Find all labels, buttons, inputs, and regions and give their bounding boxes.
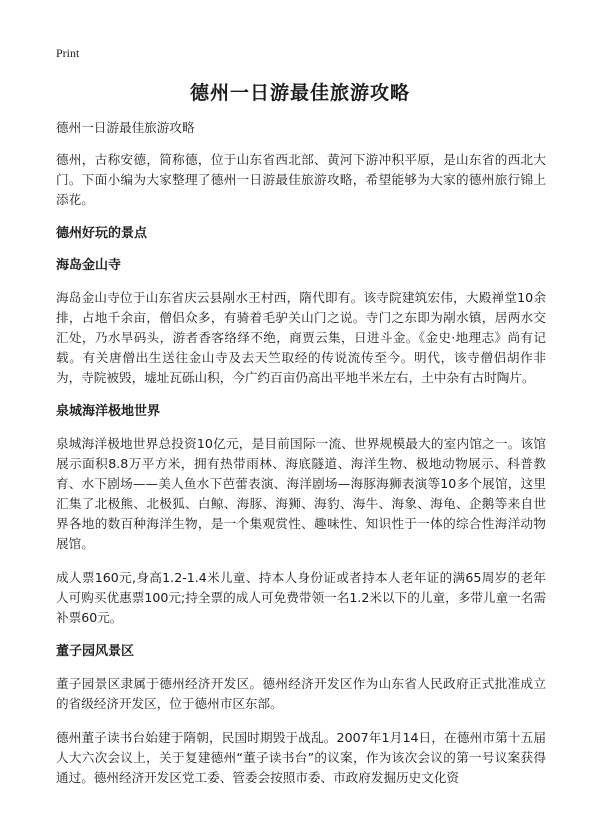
article-body	[56, 118, 546, 802]
print-link[interactable]: Print	[56, 46, 80, 60]
page-title: 德州一日游最佳旅游攻略	[189, 82, 410, 104]
article-subtitle: 德州一日游最佳旅游攻略	[56, 120, 195, 135]
intro-paragraph: 德州，古称安德，简称德，位于山东省西北部、黄河下游冲积平原，是山东省的西北大门。下面小编为大家整理了德州一日游最佳旅游攻略，希望能够为大家的德州旅行锦上添花。	[56, 152, 546, 207]
spot-heading-polar-ocean-world: 泉城海洋极地世界	[56, 404, 161, 419]
ticket-info-paragraph: 成人票160元,身高1.2-1.4米儿童、持本人身份证或者持本人老年证的满65周岁的老年人可购买优惠票100元;持全票的成人可免费带领一名1.2米以下的儿童，多带儿童一名需补票60元。	[56, 570, 546, 625]
spot-paragraph: 董子园景区隶属于德州经济开发区。德州经济开发区作为山东省人民政府正式批准成立的省级经济开发区，位于德州市区东部。	[56, 676, 546, 711]
spot-paragraph: 德州董子读书台始建于隋朝，民国时期毁于战乱。2007年1月14日，在德州市第十五届人大六次会议上，关于复建德州“董子读书台”的议案，作为该次会议的第一号议案获得通过。德州经济开发区党工委、管委会按照市委、市政府发掘历史文化资	[56, 730, 546, 785]
spot-heading-dongzi-garden: 董子园风景区	[56, 644, 135, 659]
section-heading: 德州好玩的景点	[56, 226, 148, 241]
spot-paragraph: 海岛金山寺位于山东省庆云县剐水王村西，隋代即有。该寺院建筑宏伟，大殿禅堂10余排，占地千余亩，僧侣众多，有骑着毛驴关山门之说。寺门之东即为剐水镇，居两水交汇处，乃水旱码头，游者香客络绎不绝，商贾云集，日进斗金。《金史·地理志》尚有记载。有关唐僧出生送往金山寺及去天竺取经的传说流传至今。明代，该寺僧侣胡作非为，寺院被毁，墟址瓦砾山积，今广约百亩仍高出平地半米左右，土中杂有古时陶片。	[56, 290, 546, 385]
spot-heading-jinshan-temple: 海岛金山寺	[56, 258, 122, 273]
spot-paragraph: 泉城海洋极地世界总投资10亿元，是目前国际一流、世界规模最大的室内馆之一。该馆展示面积8.8万平方米，拥有热带雨林、海底隧道、海洋生物、极地动物展示、科普教育、水下剧场——美人鱼水下芭蕾表演、海洋剧场—海豚海狮表演等10多个展馆，这里汇集了北极熊、北极狐、白鲸、海豚、海狮、海豹、海牛、海象、海龟、企鹅等来自世界各地的数百种海洋生物，是一个集观赏性、趣味性、知识性于一体的综合性海洋动物展馆。	[56, 436, 546, 551]
